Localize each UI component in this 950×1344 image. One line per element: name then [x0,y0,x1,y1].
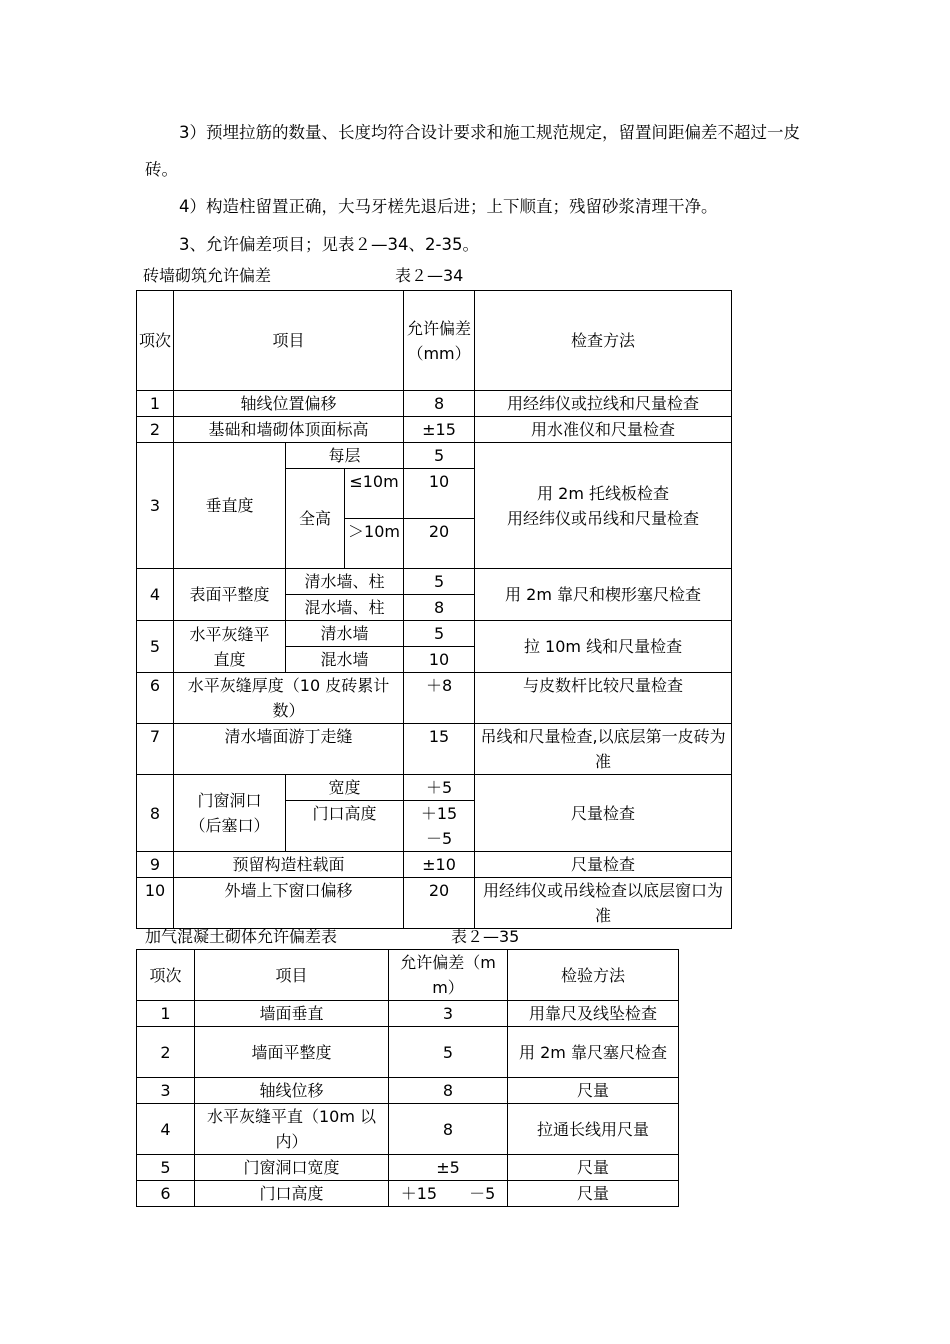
row-tolerance: ±10 [404,852,475,878]
row-subitem: 门口高度 [286,801,404,852]
row-tolerance: 5 [404,443,475,469]
row-subitem: ＞10m [345,519,404,569]
table-row [137,569,732,595]
row-no: 8 [137,775,174,852]
paragraph-tolerance-items: 3、允许偏差项目；见表２—34、2-35。 [179,235,479,254]
row-tolerance: ±5 [389,1155,508,1181]
row-item: 表面平整度 [174,569,286,621]
row-no: 4 [137,569,174,621]
table-row [137,443,732,469]
row-tolerance: 20 [404,878,475,929]
row-method: 尺量 [508,1155,679,1181]
row-method: 吊线和尺量检查,以底层第一皮砖为准 [475,724,732,775]
header-tolerance: 允许偏差（mm） [404,291,475,391]
row-item: 轴线位置偏移 [174,391,404,417]
row-method: 拉 10m 线和尺量检查 [475,621,732,673]
row-tolerance: 15 [404,724,475,775]
header-no: 项次 [137,291,174,391]
row-no: 5 [137,1155,195,1181]
row-subitem: 每层 [286,443,404,469]
row-method: 用经纬仪或拉线和尺量检查 [475,391,732,417]
table-row [137,724,732,775]
table-row [137,1001,679,1027]
row-tolerance-line: －5 [425,829,453,848]
table-row [137,878,732,929]
row-subitem: 混水墙 [286,647,404,673]
row-item: 轴线位移 [195,1078,389,1104]
row-no: 7 [137,724,174,775]
row-no: 5 [137,621,174,673]
row-no: 9 [137,852,174,878]
row-no: 3 [137,1078,195,1104]
row-item: 门窗洞口（后塞口） [174,775,286,852]
row-method: 用靠尺及线坠检查 [508,1001,679,1027]
row-tolerance: 10 [404,647,475,673]
header-item: 项目 [174,291,404,391]
row-tolerance: ＋5 [404,775,475,801]
row-tolerance: ＋15 －5 [389,1181,508,1207]
row-method: 用经纬仪或吊线检查以底层窗口为准 [475,878,732,929]
header-method: 检验方法 [508,950,679,1001]
header-item: 项目 [195,950,389,1001]
row-item: 门窗洞口宽度 [195,1155,389,1181]
row-method-line: 用 2m 托线板检查 [537,483,669,503]
row-item: 外墙上下窗口偏移 [174,878,404,929]
row-method: 用 2m 靠尺和楔形塞尺检查 [475,569,732,621]
row-method: 用 2m 靠尺塞尺检查 [508,1027,679,1078]
row-subitem: 混水墙、柱 [286,595,404,621]
row-no: 2 [137,417,174,443]
row-item: 清水墙面游丁走缝 [174,724,404,775]
table-row [137,1155,679,1181]
row-tolerance: 5 [404,621,475,647]
table2-caption-title: 加气混凝土砌体允许偏差表 [145,927,338,946]
row-method: 尺量 [508,1078,679,1104]
table2-caption-number: 表２—35 [451,927,520,946]
table-row [137,391,732,417]
header-no: 项次 [137,950,195,1001]
row-tolerance: 3 [389,1001,508,1027]
header-tolerance: 允许偏差（mm） [389,950,508,1001]
table-row [137,775,732,801]
table-row [137,417,732,443]
row-method [475,443,732,569]
row-item: 预留构造柱载面 [174,852,404,878]
row-item: 水平灰缝厚度（10 皮砖累计数） [174,673,404,724]
row-method: 用水准仪和尺量检查 [475,417,732,443]
row-tolerance: 10 [404,469,475,519]
row-method: 尺量检查 [475,852,732,878]
header-method: 检查方法 [475,291,732,391]
table1-caption-title: 砖墙砌筑允许偏差 [143,266,272,285]
table-header-row [137,291,732,391]
table-row [137,1181,679,1207]
row-no: 1 [137,1001,195,1027]
table-row [137,1104,679,1155]
row-no: 10 [137,878,174,929]
row-item: 水平灰缝平直度 [174,621,286,673]
row-tolerance: 8 [389,1078,508,1104]
row-item: 门口高度 [195,1181,389,1207]
row-tolerance-line: ＋15 [420,804,458,823]
paragraph-structural-column: 4）构造柱留置正确，大马牙槎先退后进；上下顺直；残留砂浆清理干净。 [179,197,718,216]
row-tolerance: ±15 [404,417,475,443]
row-tolerance [404,801,475,852]
row-method: 与皮数杆比较尺量检查 [475,673,732,724]
table-row [137,852,732,878]
row-no: 4 [137,1104,195,1155]
row-tolerance: 20 [404,519,475,569]
table-row [137,621,732,647]
row-method: 尺量 [508,1181,679,1207]
row-subitem: 宽度 [286,775,404,801]
aerated-concrete-tolerance-table [136,949,679,1207]
row-subitem: 全高 [286,469,345,569]
row-item: 基础和墙砌体顶面标高 [174,417,404,443]
row-item: 水平灰缝平直（10m 以内） [195,1104,389,1155]
row-item: 墙面平整度 [195,1027,389,1078]
row-method: 拉通长线用尺量 [508,1104,679,1155]
row-no: 1 [137,391,174,417]
brick-wall-tolerance-table [136,290,732,929]
row-method-line: 用经纬仪或吊线和尺量检查 [507,508,700,528]
row-item: 垂直度 [174,443,286,569]
table-header-row [137,950,679,1001]
row-item: 墙面垂直 [195,1001,389,1027]
table-row [137,673,732,724]
table-row [137,1078,679,1104]
row-no: 6 [137,1181,195,1207]
table1-caption-number: 表２—34 [395,266,464,285]
row-tolerance: 8 [389,1104,508,1155]
row-subitem: 清水墙 [286,621,404,647]
paragraph-tie-bars: 3）预埋拉筋的数量、长度均符合设计要求和施工规范规定，留置间距偏差不超过一皮砖。 [145,123,800,179]
row-method: 尺量检查 [475,775,732,852]
row-no: 6 [137,673,174,724]
row-tolerance: 5 [389,1027,508,1078]
row-tolerance: 5 [404,569,475,595]
row-subitem: ≤10m [345,469,404,519]
row-tolerance: 8 [404,391,475,417]
row-tolerance: ＋8 [404,673,475,724]
table-row [137,1027,679,1078]
row-tolerance: 8 [404,595,475,621]
row-subitem: 清水墙、柱 [286,569,404,595]
row-no: 2 [137,1027,195,1078]
row-no: 3 [137,443,174,569]
